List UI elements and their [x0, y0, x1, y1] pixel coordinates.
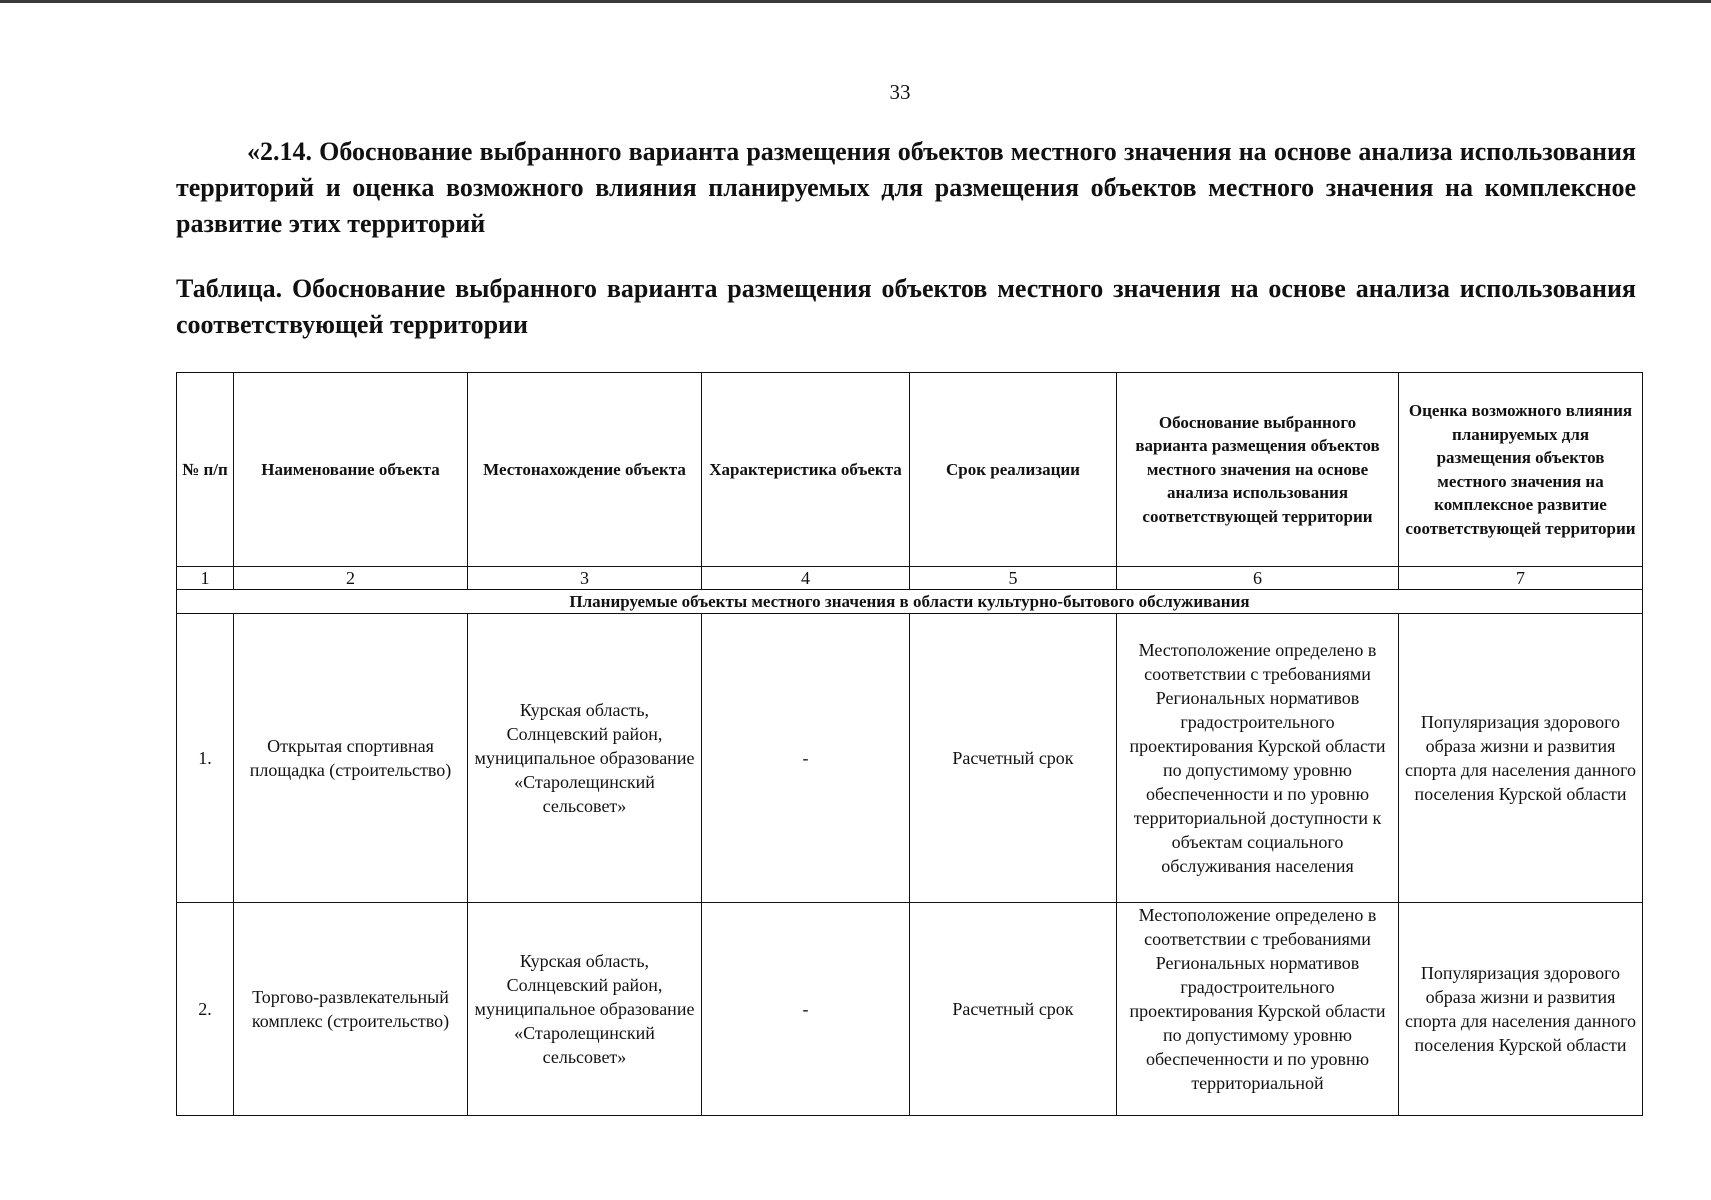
object-characteristic: -: [702, 903, 910, 1116]
header-object-name: Наименование объекта: [234, 373, 468, 567]
column-number: 4: [702, 567, 910, 590]
header-location: Местонахождение объекта: [468, 373, 702, 567]
table-header-row: [177, 373, 1643, 567]
header-rationale: Обоснование выбранного варианта размещения объектов местного значения на основе анализа использования соответствующей территории: [1117, 373, 1399, 567]
placement-rationale-cell: [1117, 903, 1399, 1116]
section-heading: «2.14. Обоснование выбранного варианта размещения объектов местного значения на основе анализа использования территорий и оценка возможного влияния планируемых для размещения объектов местного значения на комплексное развитие этих территорий: [176, 137, 1636, 238]
page-number: 33: [889, 80, 911, 104]
header-impact: Оценка возможного влияния планируемых для размещения объектов местного значения на комплексное развитие соответствующей территории: [1399, 373, 1643, 567]
object-name: Открытая спортивная площадка (строительство): [234, 614, 468, 903]
placement-rationale: Местоположение определено в соответствии с требованиями Региональных нормативов градостроительного проектирования Курской области по допустимому уровню обеспеченности и по уровню территориальной доступности к объектам социального обслуживания населения: [1117, 614, 1399, 903]
header-term: Срок реализации: [910, 373, 1117, 567]
section-title: Планируемые объекты местного значения в области культурно-бытового обслуживания: [177, 590, 1643, 614]
impact-assessment: Популяризация здорового образа жизни и развития спорта для населения данного поселения Курской области: [1399, 903, 1643, 1116]
rationale-table: [176, 372, 1643, 1116]
header-number: № п/п: [177, 373, 234, 567]
column-number: 2: [234, 567, 468, 590]
implementation-term: Расчетный срок: [910, 614, 1117, 903]
object-characteristic: -: [702, 614, 910, 903]
column-numbers-row: [177, 567, 1643, 590]
column-number: 1: [177, 567, 234, 590]
section-title-row: [177, 590, 1643, 614]
table-row: [177, 903, 1643, 1116]
object-location: Курская область, Солнцевский район, муниципальное образование «Старолещинский сельсовет»: [468, 903, 702, 1116]
implementation-term: Расчетный срок: [910, 903, 1117, 1116]
object-name: Торгово-развлекательный комплекс (строительство): [234, 903, 468, 1116]
impact-assessment: Популяризация здорового образа жизни и развития спорта для населения данного поселения Курской области: [1399, 614, 1643, 903]
column-number: 6: [1117, 567, 1399, 590]
column-number: 3: [468, 567, 702, 590]
row-number: 1.: [177, 614, 234, 903]
column-number: 5: [910, 567, 1117, 590]
scan-edge-line: [0, 0, 1711, 3]
header-characteristic: Характеристика объекта: [702, 373, 910, 567]
placement-rationale: Местоположение определено в соответствии с требованиями Региональных нормативов градостроительного проектирования Курской области по допустимому уровню обеспеченности и по уровню территориальной: [1129, 905, 1386, 1093]
table-caption: Таблица. Обоснование выбранного варианта размещения объектов местного значения на основе анализа использования соответствующей территории: [176, 274, 1636, 339]
row-number: 2.: [177, 903, 234, 1116]
object-location: Курская область, Солнцевский район, муниципальное образование «Старолещинский сельсовет»: [468, 614, 702, 903]
table-row: [177, 614, 1643, 903]
column-number: 7: [1399, 567, 1643, 590]
